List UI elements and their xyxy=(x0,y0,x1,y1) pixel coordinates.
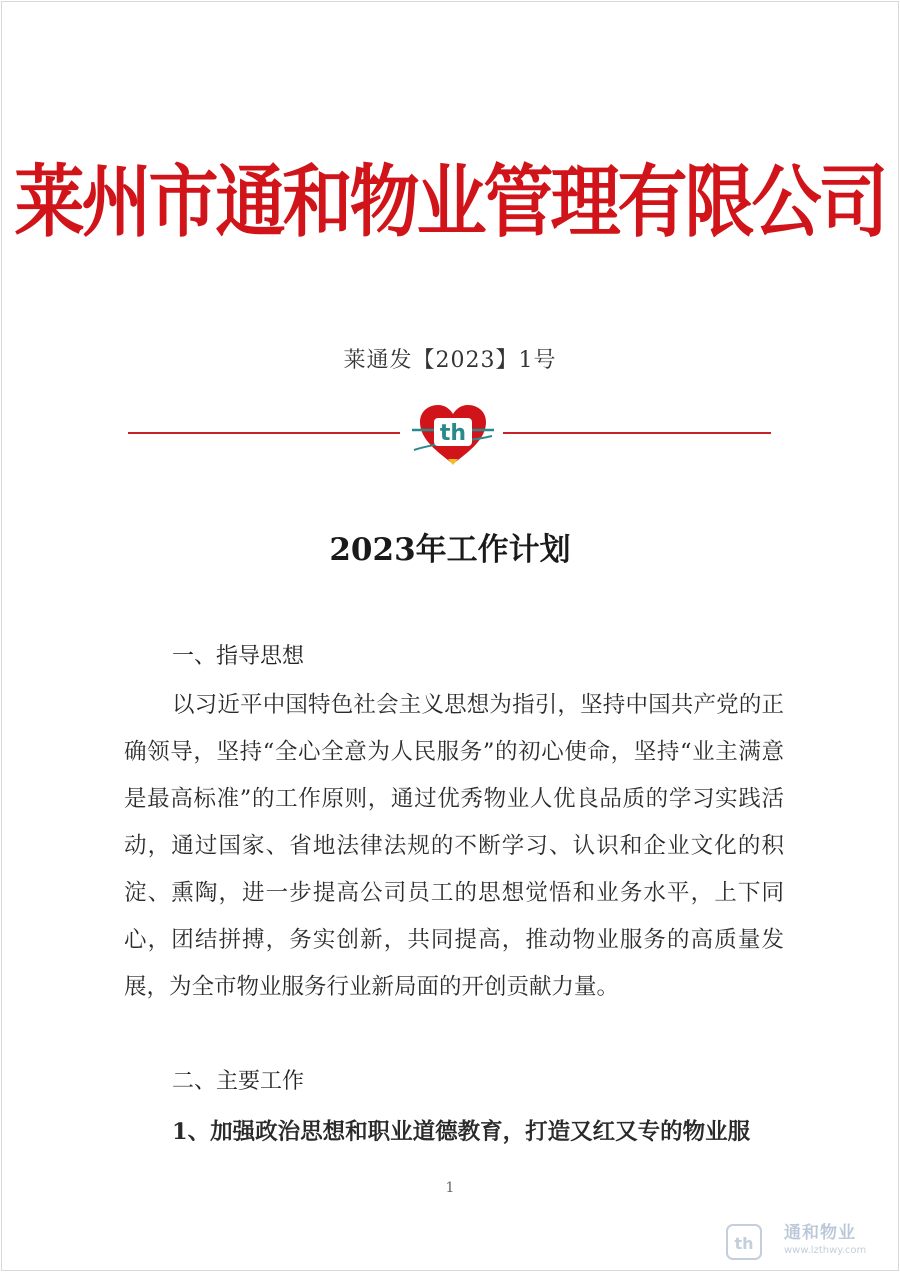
document-number: 莱通发【2023】1号 xyxy=(343,348,557,373)
th-watermark-logo-icon xyxy=(726,1224,762,1260)
watermark-name: 通和物业 xyxy=(784,1223,856,1243)
section-heading-main-work: 二、主要工作 xyxy=(172,1069,305,1094)
section-heading-guiding: 一、指导思想 xyxy=(172,644,305,669)
divider-left xyxy=(128,432,400,434)
main-work-item-1: 1、加强政治思想和职业道德教育，打造又红又专的物业服 xyxy=(172,1119,751,1145)
svg-text:th: th xyxy=(734,1234,754,1253)
guiding-paragraph: 以习近平中国特色社会主义思想为指引，坚持中国共产党的正确领导，坚持“全心全意为人民服务”的初心使命，坚持“业主满意是最高标准”的工作原则，通过优秀物业人优良品质的学习实践活动，通过国家、省地法律法规的不断学习、认识和企业文化的积淀、熏陶，进一步提高公司员工的思想觉悟和业务水平，上下同心，团结拼搏，务实创新，共同提高，推动物业服务的高质量发展，为全市物业服务行业新局面的开创贡献力量。 xyxy=(124,692,784,1000)
site-watermark xyxy=(726,1222,886,1262)
watermark-url: www.lzthwy.com xyxy=(784,1245,867,1256)
th-heart-logo-icon xyxy=(408,402,498,468)
divider-right xyxy=(503,432,771,434)
document-title: 2023年工作计划 xyxy=(329,532,571,568)
company-masthead: 莱州市通和物业管理有限公司 xyxy=(14,156,886,248)
emblem-text: th xyxy=(439,421,467,446)
page-number: 1 xyxy=(445,1180,455,1196)
